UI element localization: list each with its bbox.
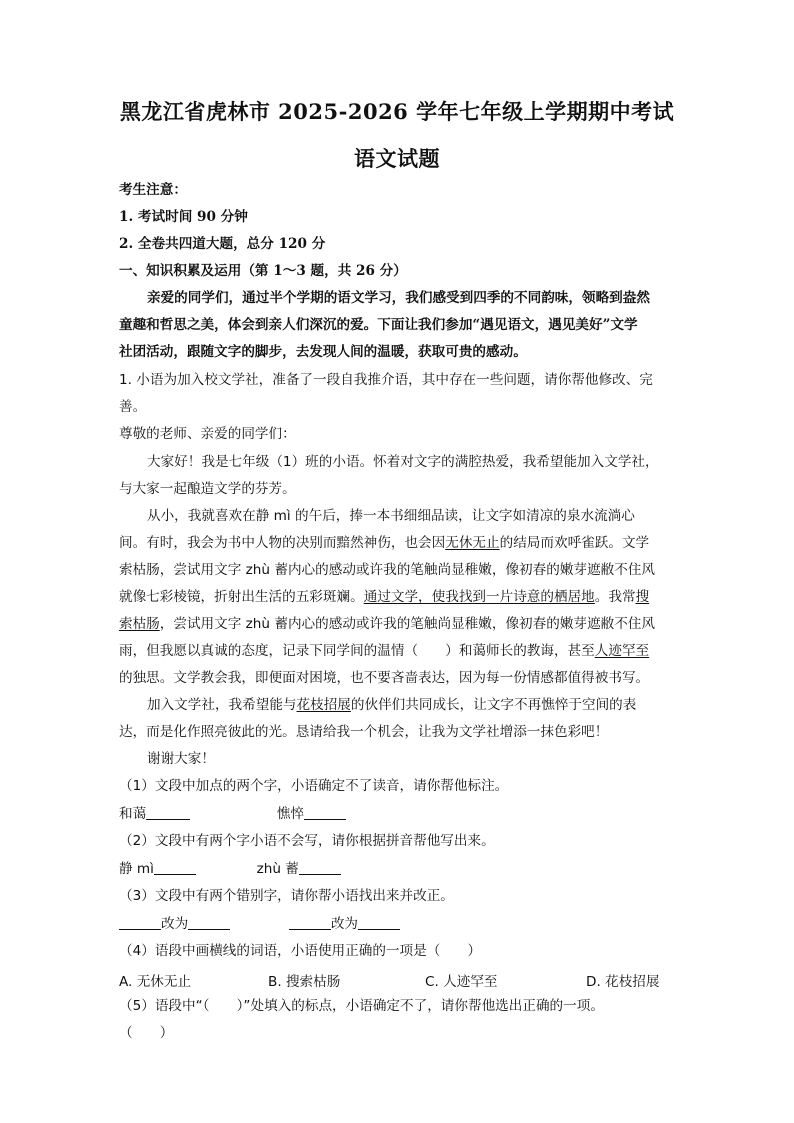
intro-line: 社团活动，跟随文字的脚步，去发现人间的温暖，获取可贵的感动。 <box>119 344 527 360</box>
option-d[interactable]: D. 花枝招展 <box>586 974 660 990</box>
underlined-phrase: 人迹罕至 <box>594 643 650 659</box>
subquestion: （3）文段中有两个错别字，请你帮小语找出来并改正。 <box>119 888 454 904</box>
passage-line: 雨，但我愿以真诚的态度，记录下同学间的温情（ ）和蔼师长的教诲，甚至人迹罕至 <box>119 643 650 659</box>
passage-line: 索枯肠，尝试用文字 zhù 蓄内心的感动或许我的笔触尚显稚嫩，像初春的嫩芽遮敝不住风 <box>119 562 655 578</box>
notice-item: 1. 考试时间 90 分钟 <box>119 209 248 225</box>
answer-row: 静 mì zhù 蓄 <box>119 860 679 878</box>
passage-line: 的独思。文学教会我，即便面对困境，也不要吝啬表达，因为每一份情感都值得被书写。 <box>119 670 650 686</box>
underlined-phrase: 索枯肠 <box>119 616 160 632</box>
exam-title: 黑龙江省虎林市 2025-2026 学年七年级上学期期中考试 <box>119 99 675 124</box>
passage-line: 达，而是化作照亮彼此的光。恳请给我一个机会，让我为文学社增添一抹色彩吧！ <box>119 724 609 740</box>
underlined-phrase: 搜 <box>635 589 650 605</box>
passage-line: 与大家一起酿造文学的芬芳。 <box>119 481 296 497</box>
subquestion: （1）文段中加点的两个字，小语确定不了读音，请你帮他标注。 <box>119 778 509 794</box>
answer-blank[interactable] <box>289 915 331 930</box>
passage-line: 就像七彩棱镜，折射出生活的五彩斑斓。通过文学，使我找到一片诗意的栖居地。我常搜 <box>119 589 650 605</box>
answer-blank[interactable] <box>188 915 230 930</box>
question-stem: 善。 <box>119 399 147 415</box>
question-stem: 1. 小语为加入校文学社，准备了一段自我推介语，其中存在一些问题，请你帮他修改、完 <box>119 372 653 388</box>
answer-bracket: （ ） <box>119 1025 174 1041</box>
answer-row: 改为 改为 <box>119 915 679 933</box>
intro-line: 亲爱的同学们，通过半个学期的语文学习，我们感受到四季的不同韵味，领略到盎然 <box>147 290 650 306</box>
underlined-phrase: 通过文学，使我找到一片诗意的栖居地 <box>363 589 595 605</box>
answer-blank[interactable] <box>146 805 190 820</box>
answer-blank[interactable] <box>304 805 346 820</box>
subquestion: （2）文段中有两个字小语不会写，请你根据拼音帮他写出来。 <box>119 833 495 849</box>
passage-line: 从小，我就喜欢在静 mì 的午后，捧一本书细细品读，让文字如清凉的泉水流淌心 <box>147 508 635 524</box>
passage-line: 加入文学社，我希望能与花枝招展的伙伴们共同成长，让文字不再憔悴于空间的表 <box>147 697 637 713</box>
option-a[interactable]: A. 无休无止 <box>119 974 192 990</box>
subquestion: （4）语段中画横线的词语，小语使用正确的一项是（ ） <box>119 943 482 959</box>
underlined-phrase: 花枝招展 <box>296 697 351 713</box>
answer-blank[interactable] <box>154 860 196 875</box>
subquestion: （5）语段中“（ ）”处填入的标点，小语确定不了，请你帮他选出正确的一项。 <box>119 998 604 1014</box>
passage-closing: 谢谢大家！ <box>147 751 215 767</box>
greeting: 尊敬的老师、亲爱的同学们： <box>119 426 296 442</box>
passage-line: 大家好！我是七年级（1）班的小语。怀着对文字的满腔热爱，我希望能加入文学社， <box>147 454 659 470</box>
answer-blank[interactable] <box>299 860 341 875</box>
exam-subject: 语文试题 <box>354 146 440 171</box>
section-heading: 一、知识积累及运用（第 1～3 题，共 26 分） <box>119 263 407 279</box>
intro-line: 童趣和哲思之美，体会到亲人们深沉的爱。下面让我们参加“遇见语文，遇见美好”文学 <box>119 317 638 333</box>
option-b[interactable]: B. 搜索枯肠 <box>268 974 341 990</box>
answer-row: 和蔼 憔悴 <box>119 805 679 823</box>
answer-blank[interactable] <box>119 915 161 930</box>
notice-heading: 考生注意： <box>119 182 187 198</box>
option-c[interactable]: C. 人迹罕至 <box>425 974 498 990</box>
notice-item: 2. 全卷共四道大题，总分 120 分 <box>119 236 326 252</box>
answer-blank[interactable] <box>358 915 400 930</box>
passage-line: 索枯肠，尝试用文字 zhù 蓄内心的感动或许我的笔触尚显稚嫩，像初春的嫩芽遮敝不住风 <box>119 616 655 632</box>
passage-line: 间。有时，我会为书中人物的决别而黯然神伤，也会因无休无止的结局而欢呼雀跃。文学 <box>119 535 650 551</box>
underlined-phrase: 无休无止 <box>445 535 500 551</box>
